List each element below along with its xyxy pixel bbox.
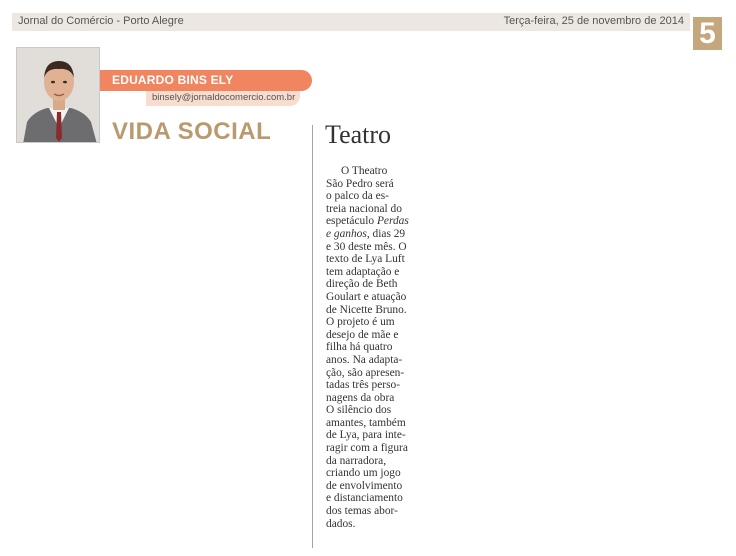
- article-text: dados.: [326, 517, 356, 530]
- article-text: direção de Beth: [326, 278, 398, 291]
- article-text: O projeto é um: [326, 316, 395, 329]
- publication-name: Jornal do Comércio - Porto Alegre: [18, 15, 184, 27]
- article-text: treia nacional do: [326, 202, 402, 215]
- article-line: [326, 165, 426, 178]
- publication-date: Terça-feira, 25 de novembro de 2014: [503, 15, 684, 27]
- article-text: de Lya, para inte-: [326, 429, 406, 442]
- column-divider: [312, 125, 313, 548]
- article-text: anos. Na adapta-: [326, 353, 403, 366]
- article-line: [326, 178, 426, 191]
- columnist-email: binsely@jornaldocomercio.com.br: [152, 92, 296, 103]
- article-line: [326, 429, 426, 442]
- article-line: [326, 392, 426, 405]
- article-text: ção, são apresen-: [326, 366, 405, 379]
- article-line: [326, 505, 426, 518]
- article-line: [326, 341, 426, 354]
- article-text: filha há quatro: [326, 341, 393, 354]
- article-italic-text: Perdas: [376, 215, 409, 228]
- columnist-name-bar: [100, 70, 312, 91]
- article-line: [326, 253, 426, 266]
- article-text: tadas três perso-: [326, 379, 401, 392]
- article-text: tem adaptação e: [326, 265, 400, 278]
- article-text: da narradora,: [326, 454, 387, 467]
- article-text: O silêncio dos: [326, 404, 392, 417]
- article-text: Goulart e atuação: [326, 290, 407, 303]
- article-line: [326, 404, 426, 417]
- article-text: desejo de mãe e: [326, 328, 399, 341]
- newspaper-header-bar: [12, 13, 690, 31]
- article-text: São Pedro será: [326, 177, 394, 190]
- article-line: [326, 278, 426, 291]
- section-title: VIDA SOCIAL: [112, 118, 272, 145]
- article-line: [326, 467, 426, 480]
- columnist-photo: [16, 47, 100, 143]
- article-line: [326, 379, 426, 392]
- columnist-portrait-image: [17, 48, 100, 143]
- article-text: ragir com a figura: [326, 442, 408, 455]
- article-line: [326, 492, 426, 505]
- article-line: [326, 266, 426, 279]
- article-text: e 30 deste mês. O: [326, 240, 407, 253]
- article-text: e distanciamento: [326, 492, 403, 505]
- article-line: [326, 241, 426, 254]
- article-text: espetáculo: [326, 215, 375, 228]
- columnist-email-bar: [146, 91, 300, 106]
- article-line: [326, 329, 426, 342]
- article-text: , dias 29: [366, 227, 406, 240]
- article-line: [326, 480, 426, 493]
- article-line: [326, 203, 426, 216]
- article-line: [326, 190, 426, 203]
- article-line: [326, 455, 426, 468]
- columnist-name: EDUARDO BINS ELY: [112, 73, 234, 87]
- article-text: criando um jogo: [326, 467, 401, 480]
- article-text: O Theatro: [341, 165, 388, 177]
- article-text: nagens da obra: [326, 391, 395, 404]
- article-line: [326, 304, 426, 317]
- article-body: [326, 165, 426, 530]
- article-line: [326, 442, 426, 455]
- article-text: de Nicette Bruno.: [326, 303, 407, 316]
- article-title: Teatro: [325, 120, 392, 149]
- article-text: texto de Lya Luft: [326, 253, 405, 266]
- article-line: [326, 316, 426, 329]
- article-line: [326, 291, 426, 304]
- article-line: [326, 367, 426, 380]
- article-text: de envolvimento: [326, 479, 403, 492]
- article-text: dos temas abor-: [326, 505, 398, 518]
- article-italic-text: e ganhos: [326, 227, 367, 240]
- article-line: [326, 354, 426, 367]
- article-line: [326, 518, 426, 531]
- article-line: [326, 228, 426, 241]
- article-text: amantes, também: [326, 416, 406, 429]
- page-number-badge: 5: [693, 17, 722, 50]
- article-line: [326, 215, 426, 228]
- article-text: o palco da es-: [326, 190, 389, 203]
- article-line: [326, 417, 426, 430]
